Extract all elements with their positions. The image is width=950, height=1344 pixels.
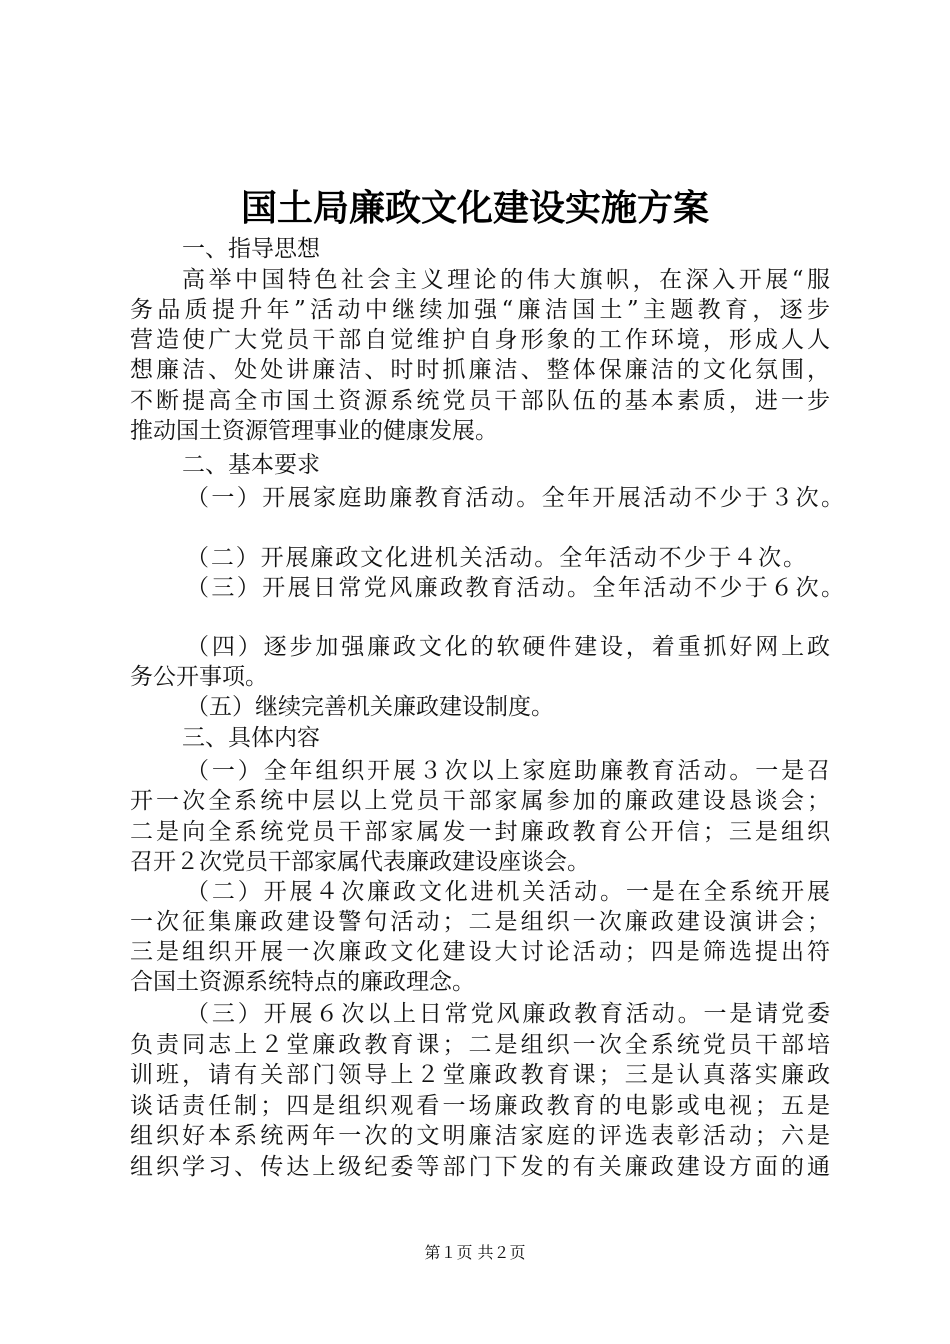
paragraph-line: 不断提高全市国土资源系统党员干部队伍的基本素质，进一步 bbox=[130, 388, 830, 414]
paragraph-line: 负责同志上２堂廉政教育课；二是组织一次全系统党员干部培 bbox=[130, 1032, 830, 1058]
paragraph-line: （三）开展６次以上日常党风廉政教育活动。一是请党委 bbox=[186, 1001, 830, 1027]
paragraph-line: （二）开展４次廉政文化进机关活动。一是在全系统开展 bbox=[186, 879, 830, 905]
paragraph-line: 组织好本系统两年一次的文明廉洁家庭的评选表彰活动；六是 bbox=[130, 1123, 830, 1149]
section-heading-3: 三、具体内容 bbox=[182, 725, 320, 751]
requirement-item: （五）继续完善机关廉政建设制度。 bbox=[186, 694, 554, 720]
paragraph-line: （一）全年组织开展３次以上家庭助廉教育活动。一是召 bbox=[186, 758, 830, 784]
paragraph-line: 推动国土资源管理事业的健康发展。 bbox=[130, 418, 498, 444]
paragraph-line: 想廉洁、处处讲廉洁、时时抓廉洁、整体保廉洁的文化氛围， bbox=[130, 357, 830, 383]
requirement-item: （三）开展日常党风廉政教育活动。全年活动不少于６次。 bbox=[186, 575, 844, 601]
paragraph-line: 三是组织开展一次廉政文化建设大讨论活动；四是筛选提出符 bbox=[130, 939, 830, 965]
document-title: 国土局廉政文化建设实施方案 bbox=[240, 187, 709, 229]
requirement-item: 务公开事项。 bbox=[130, 664, 268, 690]
paragraph-line: 开一次全系统中层以上党员干部家属参加的廉政建设恳谈会； bbox=[130, 788, 830, 814]
requirement-item: （一）开展家庭助廉教育活动。全年开展活动不少于３次。 bbox=[186, 485, 844, 511]
paragraph-line: 营造使广大党员干部自觉维护自身形象的工作环境，形成人人 bbox=[130, 327, 830, 353]
section-heading-2: 二、基本要求 bbox=[182, 452, 320, 478]
requirement-item: （二）开展廉政文化进机关活动。全年活动不少于４次。 bbox=[186, 545, 806, 571]
paragraph-line: 二是向全系统党员干部家属发一封廉政教育公开信；三是组织 bbox=[130, 819, 830, 845]
paragraph-line: 高举中国特色社会主义理论的伟大旗帜，在深入开展“服 bbox=[182, 267, 830, 293]
paragraph-line: 务品质提升年”活动中继续加强“廉洁国土”主题教育，逐步 bbox=[130, 297, 830, 323]
paragraph-line: 一次征集廉政建设警句活动；二是组织一次廉政建设演讲会； bbox=[130, 909, 830, 935]
paragraph-line: 训班，请有关部门领导上２堂廉政教育课；三是认真落实廉政 bbox=[130, 1062, 830, 1088]
page-footer: 第１页 共２页 bbox=[424, 1243, 526, 1262]
paragraph-line: 组织学习、传达上级纪委等部门下发的有关廉政建设方面的通 bbox=[130, 1154, 830, 1180]
paragraph-line: 召开２次党员干部家属代表廉政建设座谈会。 bbox=[130, 849, 590, 875]
requirement-item: （四）逐步加强廉政文化的软硬件建设，着重抓好网上政 bbox=[186, 634, 830, 660]
section-heading-1: 一、指导思想 bbox=[182, 236, 320, 262]
paragraph-line: 谈话责任制；四是组织观看一场廉政教育的电影或电视；五是 bbox=[130, 1093, 830, 1119]
paragraph-line: 合国土资源系统特点的廉政理念。 bbox=[130, 969, 475, 995]
